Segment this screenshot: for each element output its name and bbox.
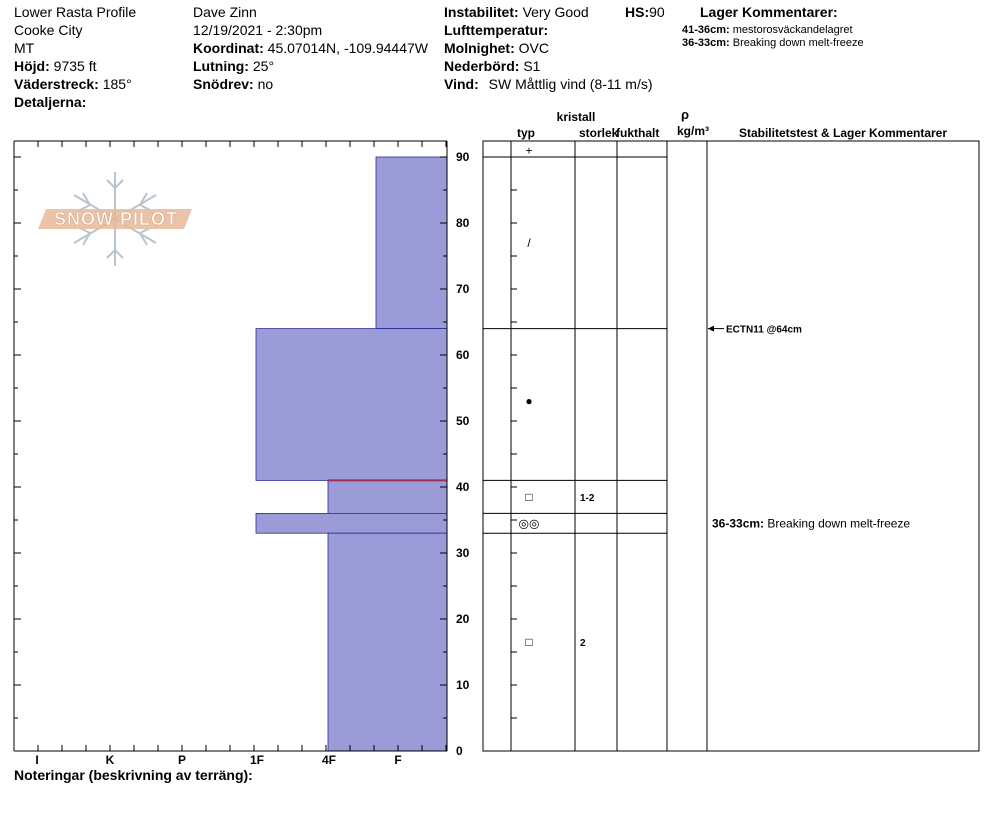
y-tick-label: 40 [456, 480, 470, 494]
header-density-unit: kg/m³ [676, 124, 710, 138]
precip-label: Nederbörd: [444, 58, 520, 74]
grain-type-symbol: + [525, 143, 533, 158]
y-tick-label: 70 [456, 282, 470, 296]
layer-comment-range: 41-36cm: [682, 24, 730, 36]
hardness-label: F [394, 753, 402, 767]
header-moisture: fukthalt [616, 126, 660, 140]
slope-value: 25° [252, 58, 275, 74]
stability-value: Very Good [522, 4, 589, 20]
hardness-layer [328, 480, 447, 513]
site-name: Lower Rasta Profile [14, 4, 137, 20]
precip-value: S1 [523, 58, 541, 74]
wind-loading-label: Snödrev: [193, 76, 254, 92]
notes-label: Noteringar (beskrivning av terräng): [14, 767, 253, 783]
wind-label: Vind: [444, 76, 479, 92]
annotation-text: Breaking down melt-freeze [767, 516, 911, 531]
y-tick-label: 50 [456, 414, 470, 428]
hardness-layer [256, 513, 447, 533]
y-tick-label: 60 [456, 348, 470, 362]
grain-type-symbol: ◎◎ [518, 516, 540, 531]
header-stability-comments: Stabilitetstest & Lager Kommentarer [738, 126, 948, 140]
elevation-value: 9735 ft [53, 58, 97, 74]
header-size: storlek [579, 126, 619, 140]
layer-comment-range: 36-33cm: [682, 37, 730, 49]
sky-label: Molnighet: [444, 40, 515, 56]
annotation-range: 36-33cm: [712, 516, 768, 531]
datetime: 12/19/2021 - 2:30pm [193, 22, 323, 38]
sky-value: OVC [518, 40, 549, 56]
stability-test-arrowhead [708, 326, 714, 332]
wind-value: SW Måttlig vind (8-11 m/s) [488, 76, 653, 92]
coords-label: Koordinat: [193, 40, 264, 56]
snowpilot-logo [38, 172, 192, 266]
y-tick-label: 20 [456, 612, 470, 626]
elevation-label: Höjd: [14, 58, 50, 74]
aspect-label: Väderstreck: [14, 76, 99, 92]
y-tick-label: 30 [456, 546, 470, 560]
coords-value: 45.07014N, -109.94447W [267, 40, 428, 56]
header-rho: ρ [680, 107, 690, 122]
y-tick-label: 0 [456, 744, 463, 758]
header-crystal: kristall [556, 110, 596, 124]
hardness-layer [328, 533, 447, 751]
hardness-label: I [35, 753, 39, 767]
grain-size-value: 1-2 [580, 492, 595, 504]
grain-type-symbol: □ [525, 489, 533, 504]
stability-test-label: ECTN11 @64cm [726, 324, 802, 336]
wind-loading-value: no [257, 76, 274, 92]
layer-comment-text: mestorosväckandelagret [732, 24, 853, 36]
hs-value: 90 [649, 4, 665, 20]
logo-text: SNOW PILOT [54, 209, 178, 229]
aspect-value: 185° [102, 76, 132, 92]
location: Cooke City [14, 22, 83, 38]
air-temp-label: Lufttemperatur: [444, 22, 549, 38]
y-tick-label: 10 [456, 678, 470, 692]
layer-comment-text: Breaking down melt-freeze [732, 37, 864, 49]
slope-label: Lutning: [193, 58, 249, 74]
hardness-label: K [105, 753, 115, 767]
hardness-label: 1F [249, 753, 265, 767]
hs-label: HS: [625, 4, 650, 20]
hardness-layer [376, 157, 447, 329]
stability-label: Instabilitet: [444, 4, 519, 20]
y-tick-label: 90 [456, 150, 470, 164]
details-label: Detaljerna: [14, 94, 87, 110]
header-type: typ [517, 126, 535, 140]
hardness-label: P [177, 753, 187, 767]
state: MT [14, 40, 35, 56]
grain-size-value: 2 [580, 638, 586, 650]
y-tick-label: 80 [456, 216, 470, 230]
hardness-label: 4F [321, 753, 337, 767]
table-frame [483, 141, 979, 751]
grain-type-symbol: / [527, 235, 531, 250]
observer: Dave Zinn [193, 4, 257, 20]
hardness-layer [256, 329, 447, 481]
grain-type-symbol: □ [525, 635, 533, 650]
grain-type-symbol: ● [525, 394, 533, 409]
layer-comment-annotation [712, 516, 910, 530]
layer-comments-title: Lager Kommentarer: [700, 4, 838, 20]
